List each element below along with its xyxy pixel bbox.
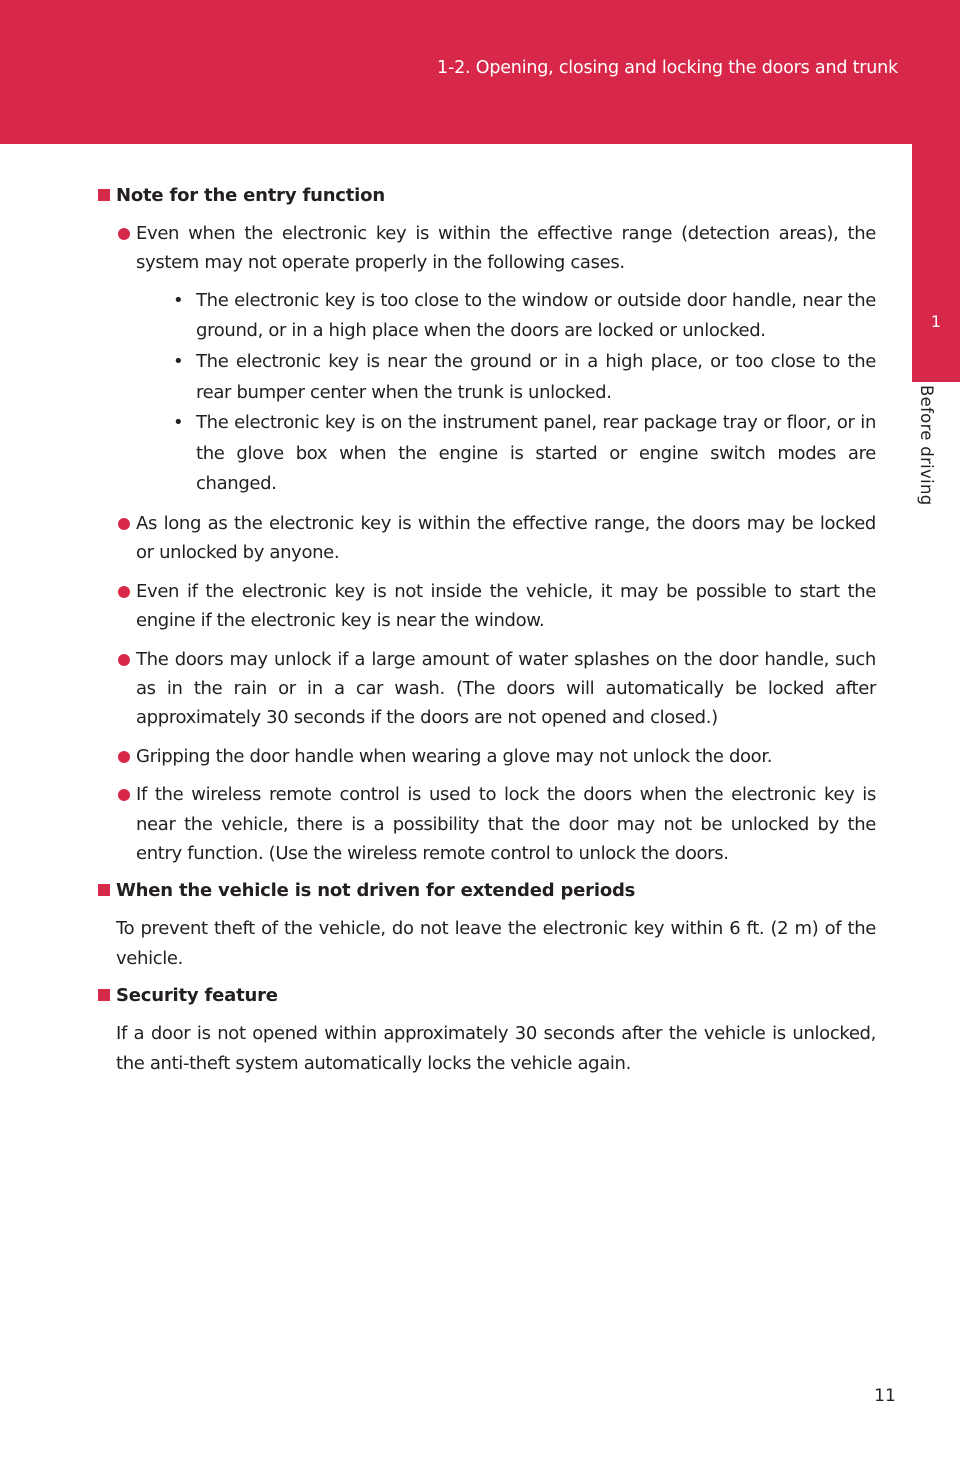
chapter-tab-label: Before driving bbox=[917, 385, 936, 506]
circle-bullet-icon bbox=[118, 518, 130, 530]
list-item bbox=[98, 780, 876, 868]
dot-marker-icon: • bbox=[173, 289, 184, 311]
chapter-section-title: 1-2. Opening, closing and locking the doors and trunk bbox=[437, 58, 898, 78]
circle-bullet-icon bbox=[118, 228, 130, 240]
page-header-band bbox=[0, 0, 960, 144]
section-heading-extended-periods bbox=[98, 876, 876, 905]
list-item bbox=[98, 509, 876, 568]
list-item bbox=[98, 219, 876, 500]
sub-list-item bbox=[136, 286, 876, 347]
list-item-text: As long as the electronic key is within the effective range, the doors may be locked or unlocked by anyone. bbox=[136, 512, 876, 564]
sub-list-item-text: The electronic key is too close to the window or outside door handle, near the ground, or in a high place when the doors are locked or unlocked. bbox=[196, 289, 876, 342]
chapter-tab bbox=[912, 144, 960, 382]
square-bullet-icon bbox=[98, 189, 110, 201]
list-item-text: If the wireless remote control is used to lock the doors when the electronic key is near the vehicle, there is a possibility that the door may not be unlocked by the entry function. (Use the wireless remote control to unlock the doors. bbox=[136, 784, 876, 865]
section-heading-security-feature bbox=[98, 981, 876, 1010]
section-heading-text: Security feature bbox=[116, 985, 278, 1007]
section-heading-text: Note for the entry function bbox=[116, 185, 385, 206]
sub-list-item bbox=[136, 347, 876, 408]
dot-marker-icon: • bbox=[173, 412, 184, 434]
sub-list-item-text: The electronic key is near the ground or in a high place, or too close to the rear bumper center when the trunk is unlocked. bbox=[196, 351, 876, 403]
list-item-text: Even if the electronic key is not inside the vehicle, it may be possible to start the engine if the electronic key is near the window. bbox=[136, 580, 876, 632]
list-item bbox=[98, 645, 876, 733]
section-paragraph: To prevent theft of the vehicle, do not leave the electronic key within 6 ft. (2 m) of the vehicle. bbox=[116, 918, 876, 969]
list-item-text: Even when the electronic key is within the effective range (detection areas), the system may not operate properly in the following cases. bbox=[136, 223, 876, 274]
page-content bbox=[98, 181, 876, 1078]
list-item-text: Gripping the door handle when wearing a glove may not unlock the door. bbox=[136, 745, 773, 767]
dot-marker-icon: • bbox=[173, 351, 184, 372]
sub-list-item bbox=[136, 408, 876, 500]
circle-bullet-icon bbox=[118, 586, 130, 598]
section-paragraph: If a door is not opened within approximately 30 seconds after the vehicle is unlocked, the anti-theft system automatically locks the vehicle again. bbox=[116, 1023, 876, 1074]
sub-list-item-text: The electronic key is on the instrument panel, rear package tray or floor, or in the glove box when the engine is started or engine switch modes are changed. bbox=[196, 412, 876, 495]
list-item bbox=[98, 577, 876, 636]
page-number: 11 bbox=[874, 1386, 896, 1406]
list-item-text: The doors may unlock if a large amount of water splashes on the door handle, such as in the rain or in a car wash. (The doors will automatically be locked after approximately 30 seconds if the doors are not opened and closed.) bbox=[136, 648, 876, 729]
section-heading-text: When the vehicle is not driven for extended periods bbox=[116, 880, 636, 902]
circle-bullet-icon bbox=[118, 789, 130, 801]
square-bullet-icon bbox=[98, 989, 110, 1001]
square-bullet-icon bbox=[98, 884, 110, 896]
sub-list bbox=[136, 286, 876, 500]
section-heading-entry-function bbox=[98, 181, 876, 210]
chapter-tab-number: 1 bbox=[930, 312, 942, 331]
list-item bbox=[98, 742, 876, 771]
circle-bullet-icon bbox=[118, 751, 130, 763]
circle-bullet-icon bbox=[118, 654, 130, 666]
